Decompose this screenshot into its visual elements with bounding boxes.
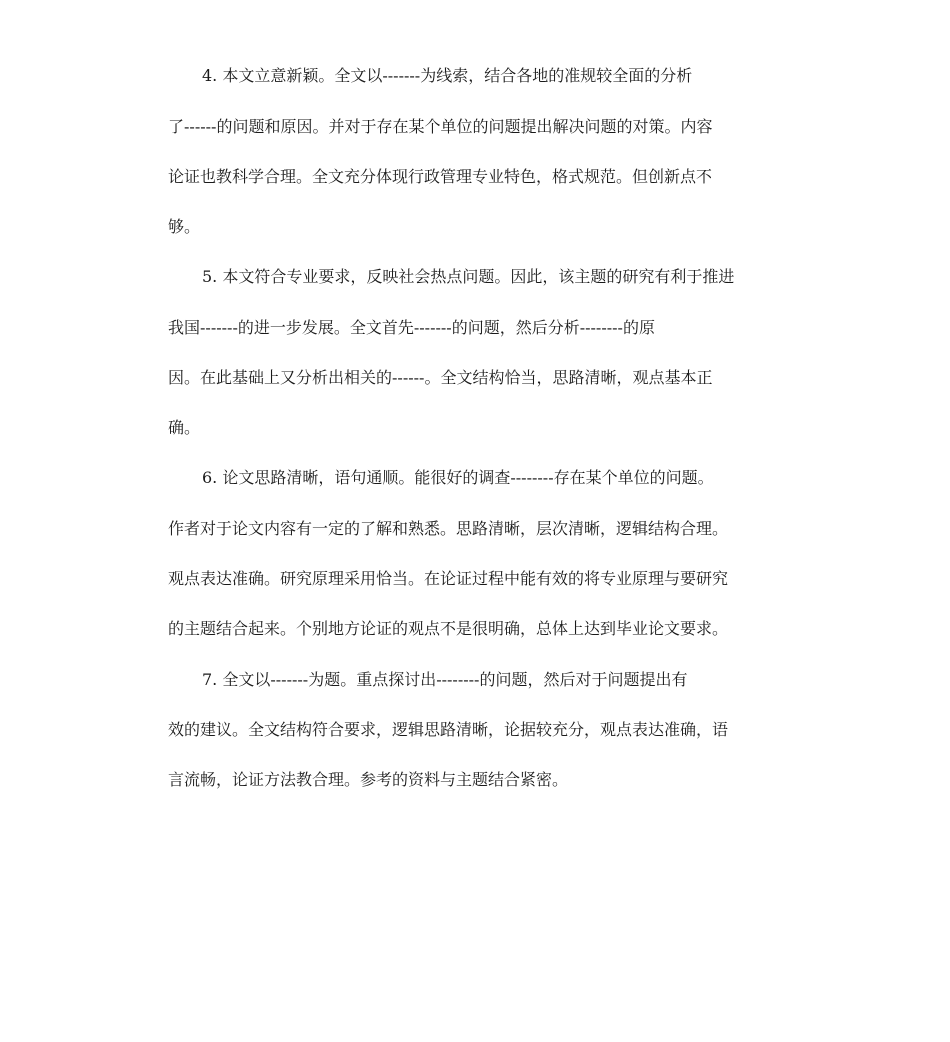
paragraph-line: 我国-------的进一步发展。全文首先-------的问题，然后分析--------的原 [168, 318, 655, 337]
paragraph-line: 作者对于论文内容有一定的了解和熟悉。思路清晰，层次清晰，逻辑结构合理。 [168, 519, 729, 538]
paragraph-line: 4. 本文立意新颖。全文以-------为线索，结合各地的准规较全面的分析 [202, 66, 693, 85]
paragraph-line: 论证也教科学合理。全文充分体现行政管理专业特色，格式规范。但创新点不 [168, 167, 713, 186]
paragraph-line: 7. 全文以-------为题。重点探讨出--------的问题，然后对于问题提出有 [202, 670, 688, 689]
paragraph-line: 够。 [168, 217, 201, 236]
paragraph-line: 言流畅，论证方法教合理。参考的资料与主题结合紧密。 [168, 770, 569, 789]
paragraph-line: 确。 [168, 418, 201, 437]
paragraph-line: 因。在此基础上又分析出相关的------。全文结构恰当，思路清晰，观点基本正 [168, 368, 713, 387]
paragraph-line: 观点表达准确。研究原理采用恰当。在论证过程中能有效的将专业原理与要研究 [168, 569, 729, 588]
paragraph-line: 效的建议。全文结构符合要求，逻辑思路清晰，论据较充分，观点表达准确，语 [168, 720, 729, 739]
paragraph-line: 6. 论文思路清晰，语句通顺。能很好的调查--------存在某个单位的问题。 [202, 468, 714, 487]
paragraph-line: 5. 本文符合专业要求，反映社会热点问题。因此，该主题的研究有利于推进 [202, 267, 735, 286]
paragraph-line: 的主题结合起来。个别地方论证的观点不是很明确，总体上达到毕业论文要求。 [168, 619, 729, 638]
paragraph-line: 了------的问题和原因。并对于存在某个单位的问题提出解决问题的对策。内容 [168, 117, 713, 136]
